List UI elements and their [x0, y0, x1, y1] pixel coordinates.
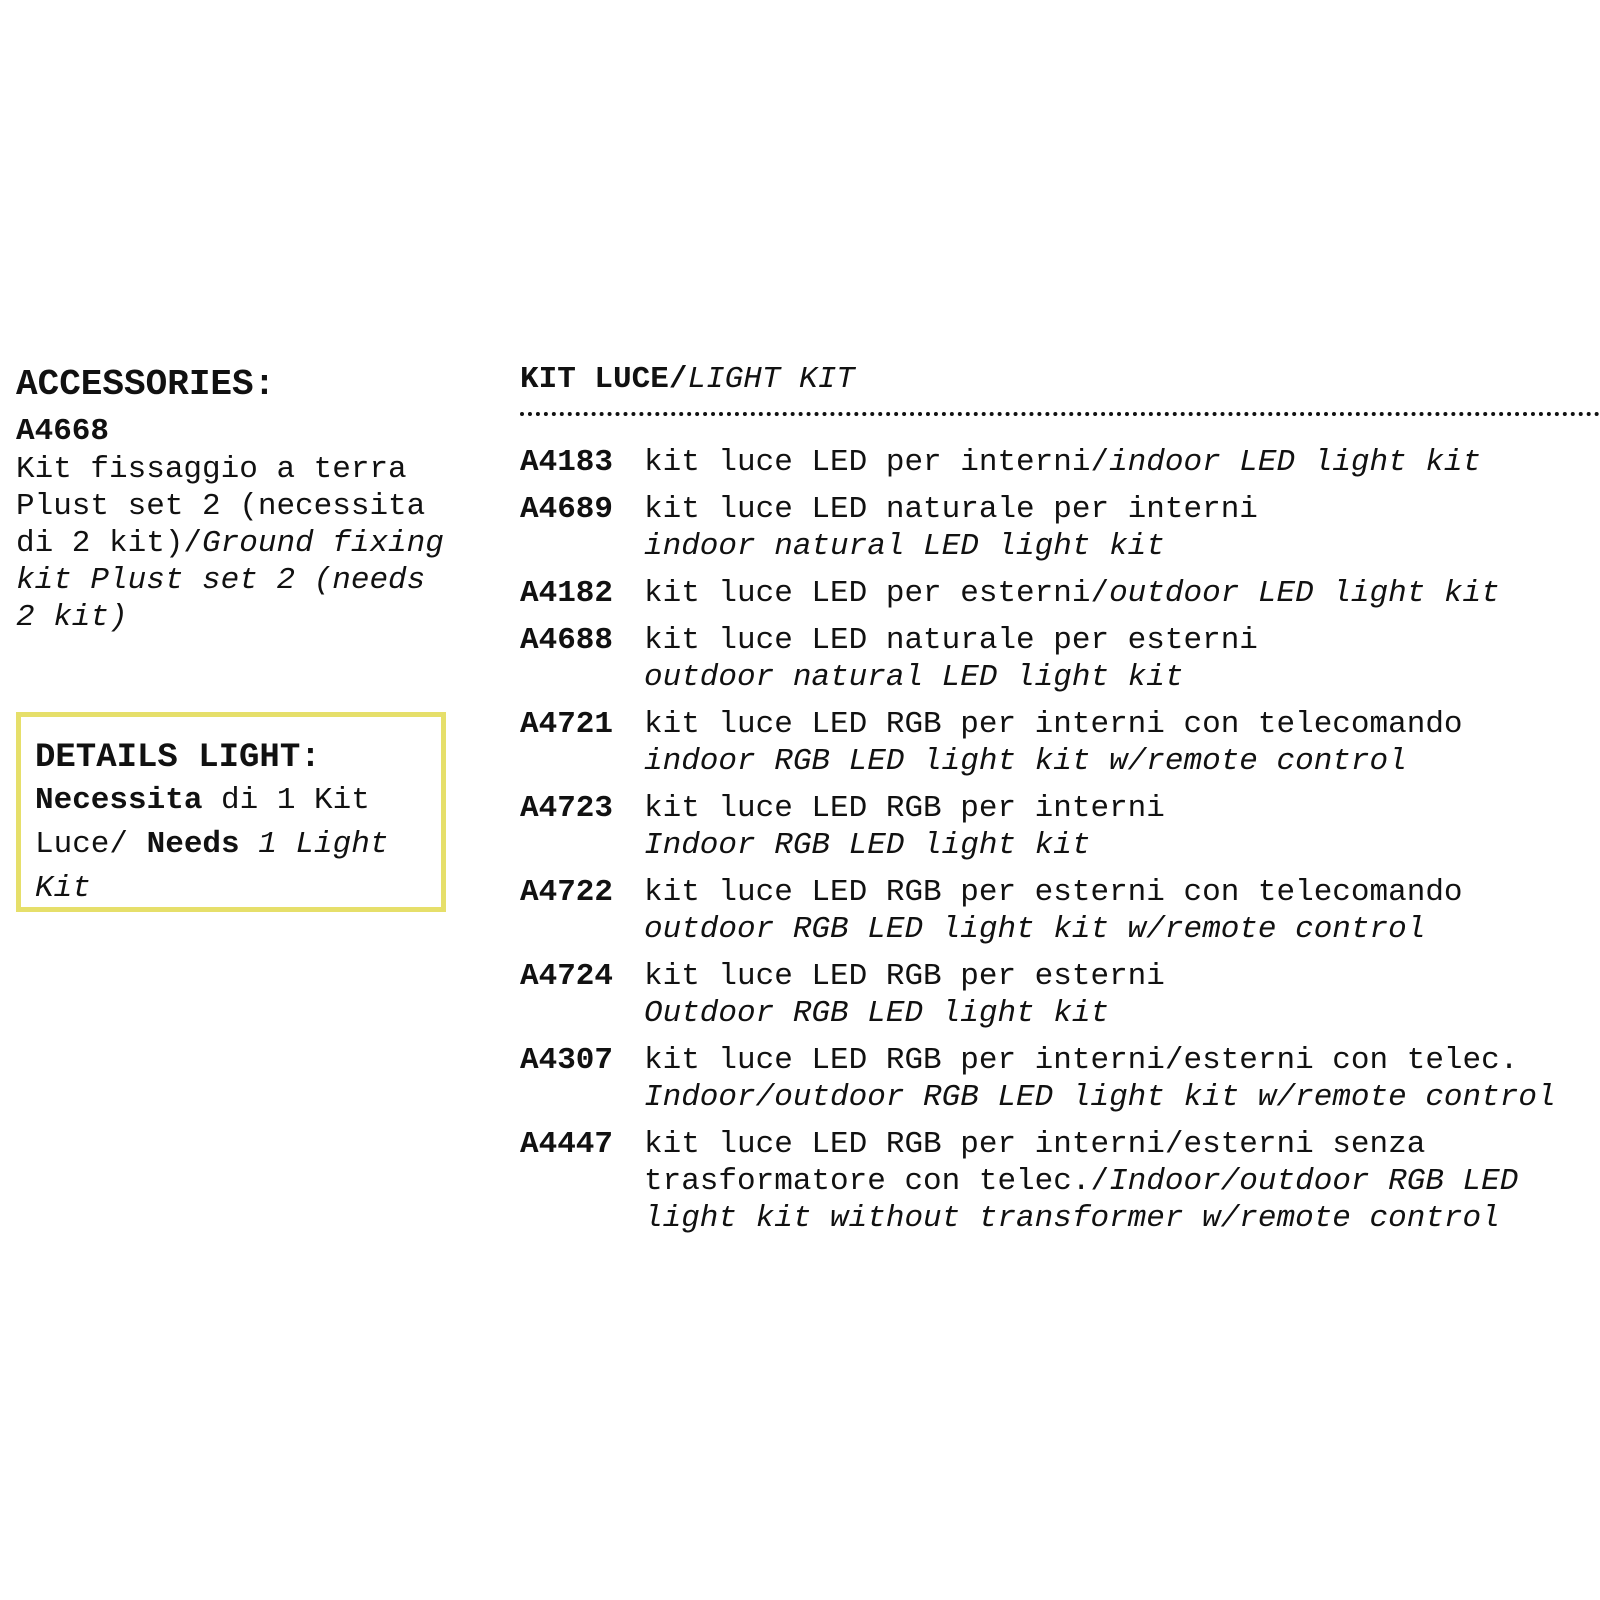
item-desc-it: kit luce LED RGB per interni/esterni senza [644, 1127, 1426, 1162]
accessory-desc-line: kit Plust set 2 (needs [16, 563, 426, 598]
light-kit-title-it: KIT LUCE/ [520, 362, 688, 397]
item-code: A4307 [520, 1043, 614, 1078]
item-desc [644, 958, 1600, 1032]
details-italic: 1 Light [239, 827, 389, 862]
item-code: A4689 [520, 492, 614, 527]
details-bold-it: Necessita [35, 783, 203, 818]
item-code: A4688 [520, 623, 614, 658]
list-item [520, 1042, 1600, 1116]
item-desc-it: trasformatore con telec./ [644, 1164, 1110, 1199]
list-item [520, 706, 1600, 780]
item-code: A4182 [520, 576, 614, 611]
item-code: A4722 [520, 875, 614, 910]
item-desc-en: light kit without transformer w/remote control [644, 1201, 1500, 1236]
accessory-desc-line [16, 525, 476, 562]
item-desc-en: outdoor RGB LED light kit w/remote control [644, 912, 1426, 947]
light-kit-list [520, 444, 1600, 1237]
item-code: A4183 [520, 445, 614, 480]
item-desc-it: kit luce LED per interni/ [644, 445, 1110, 480]
item-desc [644, 706, 1600, 780]
light-kit-section [520, 360, 1600, 1247]
list-item [520, 1126, 1600, 1237]
item-desc-en: Outdoor RGB LED light kit [644, 996, 1110, 1031]
item-desc-it: kit luce LED naturale per esterni [644, 623, 1258, 658]
details-italic: Kit [35, 871, 91, 906]
item-code: A4723 [520, 791, 614, 826]
list-item [520, 444, 1600, 481]
details-light-box [16, 712, 446, 912]
item-code: A4447 [520, 1127, 614, 1162]
item-desc [644, 790, 1600, 864]
item-desc-en: outdoor natural LED light kit [644, 660, 1184, 695]
item-desc [644, 444, 1600, 481]
item-desc-en: indoor RGB LED light kit w/remote control [644, 744, 1407, 779]
accessory-desc-plain: di 2 kit)/ [16, 526, 203, 561]
details-light-title: DETAILS LIGHT: [35, 739, 321, 777]
accessory-desc-line: Plust set 2 (necessita [16, 489, 426, 524]
accessories-title: ACCESSORIES: [16, 364, 276, 405]
item-desc-en: Indoor/outdoor RGB LED light kit w/remote control [644, 1080, 1556, 1115]
light-kit-title [520, 360, 1600, 400]
item-desc-it: kit luce LED RGB per esterni con telecomando [644, 875, 1463, 910]
list-item [520, 575, 1600, 612]
accessory-desc-line: Kit fissaggio a terra [16, 452, 407, 487]
item-desc-it: kit luce LED naturale per interni [644, 492, 1258, 527]
list-item [520, 622, 1600, 696]
item-desc-en: Indoor/outdoor RGB LED [1109, 1164, 1519, 1199]
details-plain: di 1 Kit [202, 783, 370, 818]
item-desc [644, 491, 1600, 565]
list-item [520, 790, 1600, 864]
item-desc-it: kit luce LED RGB per esterni [644, 959, 1165, 994]
accessory-desc-italic: Ground fixing [202, 526, 444, 561]
item-desc-en: outdoor LED light kit [1109, 576, 1500, 611]
details-light-text [35, 779, 427, 911]
light-kit-title-en: LIGHT KIT [687, 362, 855, 397]
details-plain: Luce/ [35, 827, 147, 862]
accessory-desc-line: 2 kit) [16, 600, 128, 635]
accessory-description [16, 451, 476, 636]
list-item [520, 958, 1600, 1032]
accessory-code: A4668 [16, 414, 110, 449]
list-item [520, 874, 1600, 948]
item-desc-it: kit luce LED per esterni/ [644, 576, 1110, 611]
list-item [520, 491, 1600, 565]
item-desc-it: kit luce LED RGB per interni/esterni con telec. [644, 1043, 1519, 1078]
item-desc-it: kit luce LED RGB per interni [644, 791, 1165, 826]
dotted-divider [520, 412, 1600, 416]
item-desc-en: indoor natural LED light kit [644, 529, 1165, 564]
details-bold-en: Needs [146, 827, 240, 862]
item-desc [644, 575, 1600, 612]
item-desc [644, 1126, 1600, 1237]
item-desc [644, 874, 1600, 948]
accessories-section [16, 365, 476, 636]
item-desc-en: Indoor RGB LED light kit [644, 828, 1091, 863]
item-desc [644, 622, 1600, 696]
item-code: A4721 [520, 707, 614, 742]
item-desc-it: kit luce LED RGB per interni con telecomando [644, 707, 1463, 742]
item-desc [644, 1042, 1600, 1116]
item-code: A4724 [520, 959, 614, 994]
item-desc-en: indoor LED light kit [1109, 445, 1482, 480]
